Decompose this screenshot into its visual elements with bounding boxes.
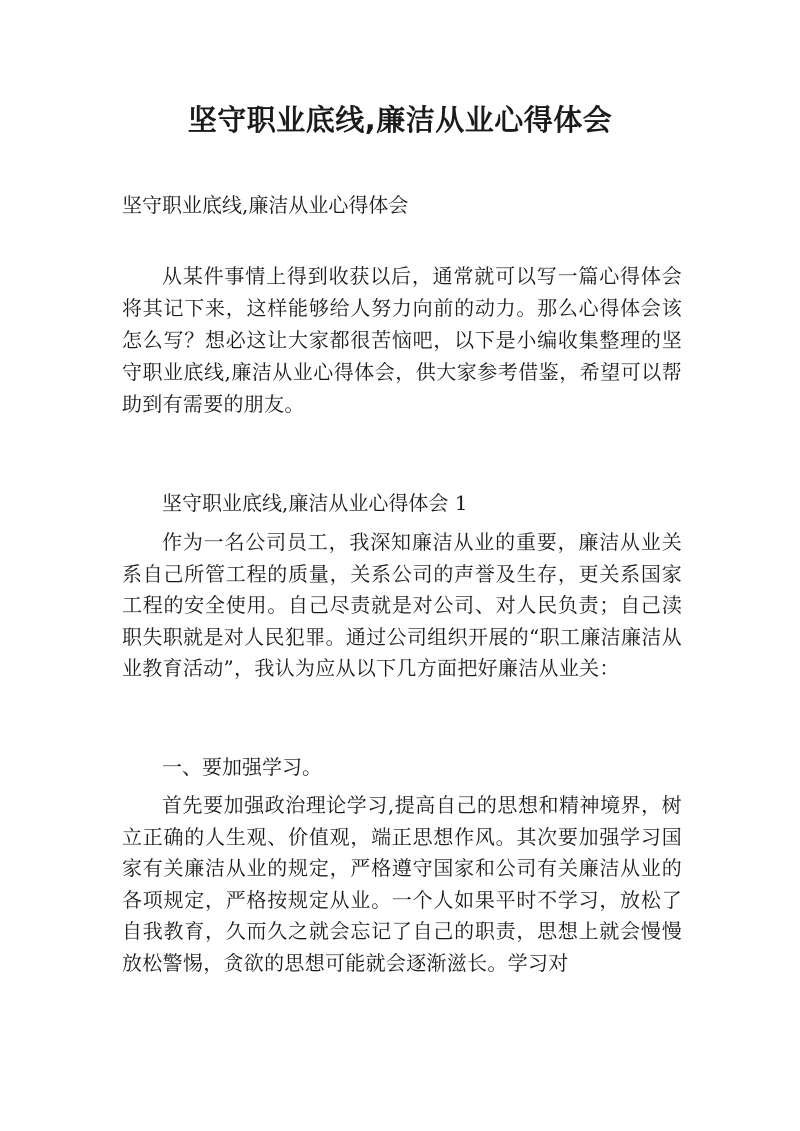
item-paragraph: 首先要加强政治理论学习,提高自己的思想和精神境界，树立正确的人生观、价值观，端正思想作风。其次要加强学习国家有关廉洁从业的规定，严格遵守国家和公司有关廉洁从业的各项规定，严格按规定从业。一个人如果平时不学习，放松了自我教育，久而久之就会忘记了自己的职责，思想上就会慢慢放松警惕，贪欲的思想可能就会逐渐滋长。学习对 bbox=[122, 793, 682, 975]
section-paragraph: 作为一名公司员工，我深知廉洁从业的重要，廉洁从业关系自己所管工程的质量，关系公司的声誉及生存，更关系国家工程的安全使用。自己尽责就是对公司、对人民负责；自己渎职失职就是对人民犯罪。通过公司组织开展的“职工廉洁廉洁从业教育活动”，我认为应从以下几方面把好廉洁从业关： bbox=[122, 530, 682, 680]
intro-paragraph: 从某件事情上得到收获以后，通常就可以写一篇心得体会将其记下来，这样能够给人努力向前的动力。那么心得体会该怎么写？想必这让大家都很苦恼吧，以下是小编收集整理的坚守职业底线,廉洁从业心得体会，供大家参考借鉴，希望可以帮助到有需要的朋友。 bbox=[122, 264, 682, 416]
document-subtitle: 坚守职业底线,廉洁从业心得体会 bbox=[122, 193, 409, 217]
document-title: 坚守职业底线,廉洁从业心得体会 bbox=[187, 103, 613, 137]
section-heading: 坚守职业底线,廉洁从业心得体会 1 bbox=[162, 491, 468, 515]
item-heading: 一、要加强学习。 bbox=[162, 755, 322, 779]
